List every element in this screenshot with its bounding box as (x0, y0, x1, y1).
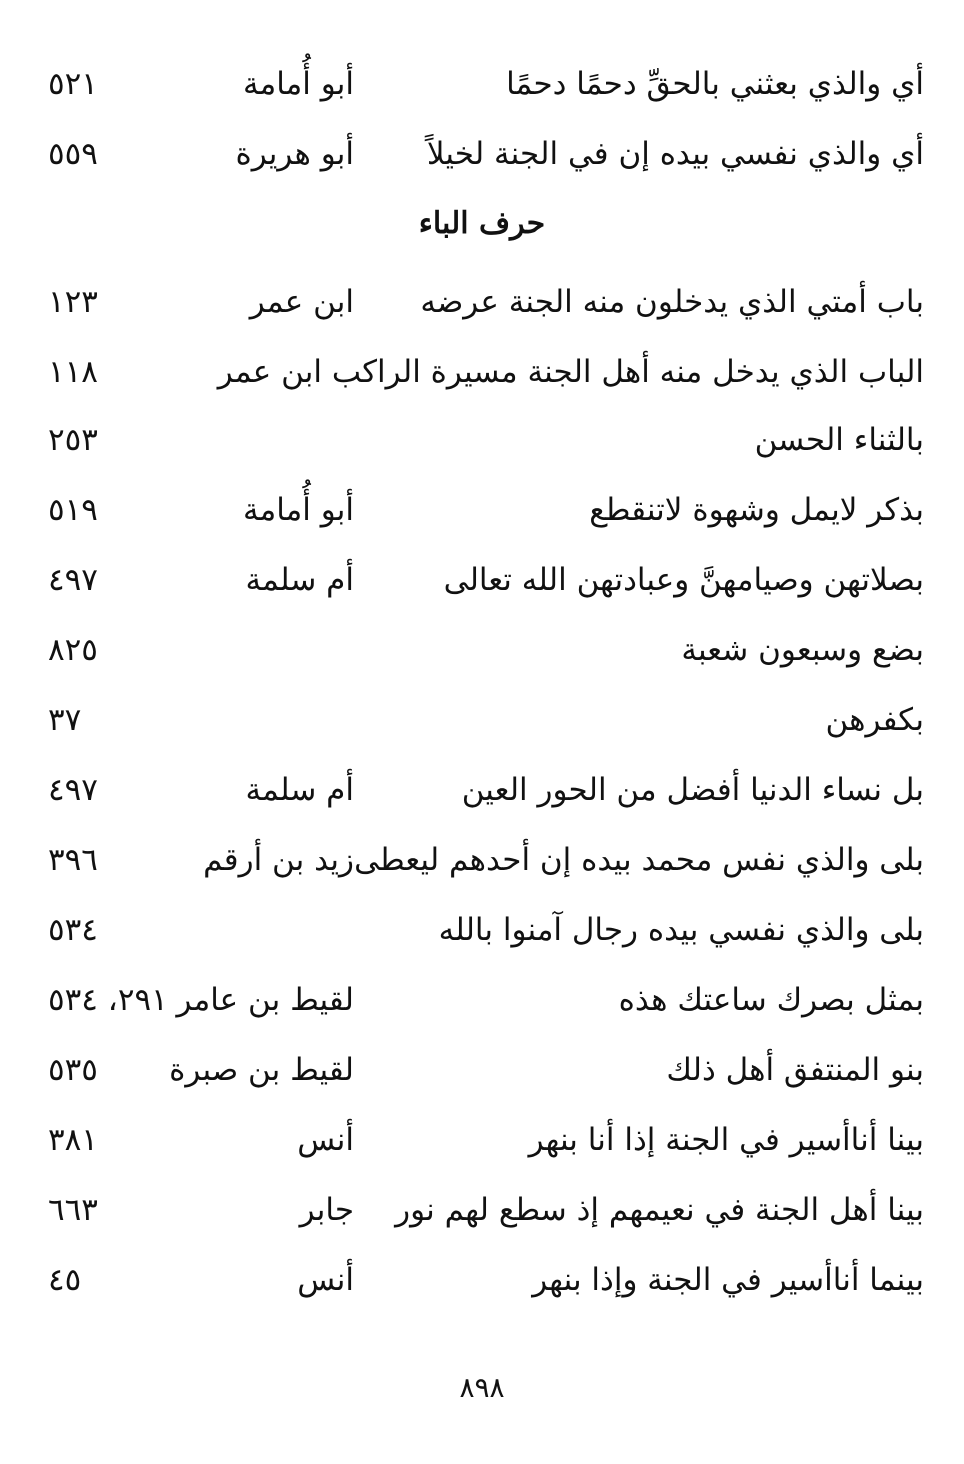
index-entry (40, 552, 924, 608)
index-entry (40, 1112, 924, 1168)
index-entry (40, 126, 924, 182)
narrator: لقيط بن صبرة (169, 1052, 354, 1088)
narrator: ابن عمر (249, 284, 354, 320)
hadith-text: بذكر لايمل وشهوة لاتنقطع (589, 492, 924, 528)
index-entry (40, 412, 924, 468)
page-ref: ٥١٩ (48, 492, 98, 528)
index-entry (40, 344, 924, 400)
hadith-text: بل نساء الدنيا أفضل من الحور العين (461, 772, 924, 808)
page-ref: ٣٩٦ (48, 842, 98, 878)
page-ref: ٤٥ (48, 1262, 82, 1298)
index-entry (40, 56, 924, 112)
section-heading: حرف الباء (418, 206, 546, 241)
index-entry (40, 1182, 924, 1238)
hadith-text: بالثناء الحسن (754, 422, 924, 458)
hadith-text: بمثل بصرك ساعتك هذه (618, 982, 924, 1018)
narrator: أنس (297, 1122, 354, 1158)
index-entry (40, 762, 924, 818)
narrator: أبو أُمامة (243, 492, 354, 528)
page-ref: ١١٨ (48, 354, 98, 390)
page-ref: ٥٣٤ (48, 912, 98, 948)
page-ref: ٥٣٥ (48, 1052, 98, 1088)
index-entry (40, 622, 924, 678)
narrator: أنس (297, 1262, 354, 1298)
page-ref: ٣٨١ (48, 1122, 98, 1158)
hadith-text: بلى والذي نفسي بيده رجال آمنوا بالله (438, 912, 924, 948)
index-entry (40, 1042, 924, 1098)
narrator: لقيط بن عامر (176, 982, 354, 1018)
hadith-text: بضع وسبعون شعبة (681, 632, 924, 668)
index-entry (40, 972, 924, 1028)
narrator: أبو هريرة (235, 136, 354, 172)
page-ref: ٢٥٣ (48, 422, 98, 458)
hadith-text: أي والذي نفسي بيده إن في الجنة لخيلاً (426, 136, 924, 172)
narrator: أم سلمة (245, 562, 354, 598)
index-entry (40, 274, 924, 330)
page-number: ٨٩٨ (459, 1371, 505, 1404)
page-ref: ٢٩١، ٥٣٤ (48, 982, 168, 1018)
hadith-text: الباب الذي يدخل منه أهل الجنة مسيرة الراكب ابن عمر (217, 354, 924, 390)
page-ref: ٥٢١ (48, 66, 98, 102)
hadith-text: بينما أناأسير في الجنة وإذا بنهر (532, 1262, 924, 1298)
index-entry (40, 1252, 924, 1308)
page-ref: ٦٦٣ (48, 1192, 98, 1228)
index-entry (40, 832, 924, 888)
page-ref: ٥٥٩ (48, 136, 98, 172)
narrator: أبو أُمامة (243, 66, 354, 102)
page-ref: ١٢٣ (48, 284, 98, 320)
index-entry (40, 902, 924, 958)
index-entry (40, 482, 924, 538)
narrator: زيد بن أرقم (203, 842, 354, 878)
hadith-text: بينا أناأسير في الجنة إذا أنا بنهر (528, 1122, 924, 1158)
hadith-text: بلى والذي نفس محمد بيده إن أحدهم ليعطى (354, 842, 924, 878)
hadith-text: بكفرهن (825, 702, 924, 738)
page-ref: ٨٢٥ (48, 632, 98, 668)
hadith-text: بينا أهل الجنة في نعيمهم إذ سطع لهم نور (395, 1192, 924, 1228)
index-entry (40, 692, 924, 748)
narrator: أم سلمة (245, 772, 354, 808)
page-ref: ٤٩٧ (48, 772, 98, 808)
hadith-text: بنو المنتفق أهل ذلك (666, 1052, 924, 1088)
page-ref: ٤٩٧ (48, 562, 98, 598)
page-ref: ٣٧ (48, 702, 82, 738)
hadith-text: باب أمتي الذي يدخلون منه الجنة عرضه (420, 284, 924, 320)
hadith-text: بصلاتهن وصيامهنَّ وعبادتهن الله تعالى (443, 562, 924, 598)
hadith-text: أي والذي بعثني بالحقِّ دحمًا دحمًا (506, 66, 924, 102)
narrator: جابر (299, 1192, 354, 1228)
